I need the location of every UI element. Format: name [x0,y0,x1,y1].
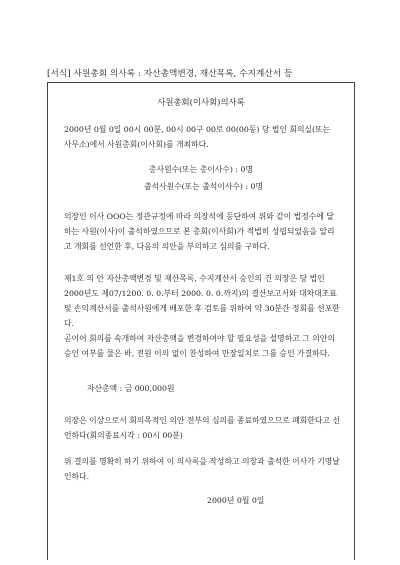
chair-statement: 의장인 이사 OOO는 정관규정에 따라 의장석에 등단하여 위와 같이 법정수에 달하는 사원(이사)이 출석하였으므로 본 총회(이사회)가 적법히 성립되었음을 알리고 개회를 선언한 후, 다음의 의안을 부의하고 심의를 구하다. [64,212,335,251]
closing-statement: 의장은 이상으로서 회의목적인 의안 전부의 심의를 종료하였으므로 폐회한다고 선언하다(회의종료시각 : 00시 00분) [64,416,340,440]
document-date: 2000년 0월 0일 [207,496,265,505]
present-members: 출석사원수(또는 출석이사수) : 0명 [144,182,264,191]
agenda-item-1: 제1호 의 안 자산총액변경 및 재산목록, 수지계산서 승인의 건 의장은 당 법인 2000년도 제07/1200. 0. 0.부터 2000. 0. 0.까지)의 결산보고서와 대차대조표 및 손익계산서를 출석사원에게 배포한 후 검토를 위하여 약 30분간 정회를 선포한다. [64,274,340,328]
resume-resolution: 곧이어 회의를 속개하여 자산총액을 변경하여야 할 필요성을 설명하고 그 의안의 승인 여부를 물은 바, 전원 이의 없이 찬성하여 만장일치로 그를 승인 가결하다. [64,334,335,358]
document-title: 사원총회(이사회)의사록 [157,97,245,107]
total-members: 총사원수(또는 총이사수) : 0명 [149,165,253,174]
total-assets: 자산총액 : 금 000,000원 [87,384,175,393]
form-caption: [서식] 사원총회 의사록 : 자산총액변경, 재산목록, 수지계산서 등 [47,69,293,79]
meeting-intro: 2000년 0월 0일 00시 00분, 00시 00구 00로 00(00동) 당 법인 회의실(또는 사무소)에서 사원총회(이사회)를 개최하다. [64,125,331,149]
minutes-document [47,82,355,560]
signature-statement: 위 결의를 명확히 하기 위하여 이 의사록을 작성하고 의장과 출석한 이사가 기명날인하다. [64,457,340,481]
